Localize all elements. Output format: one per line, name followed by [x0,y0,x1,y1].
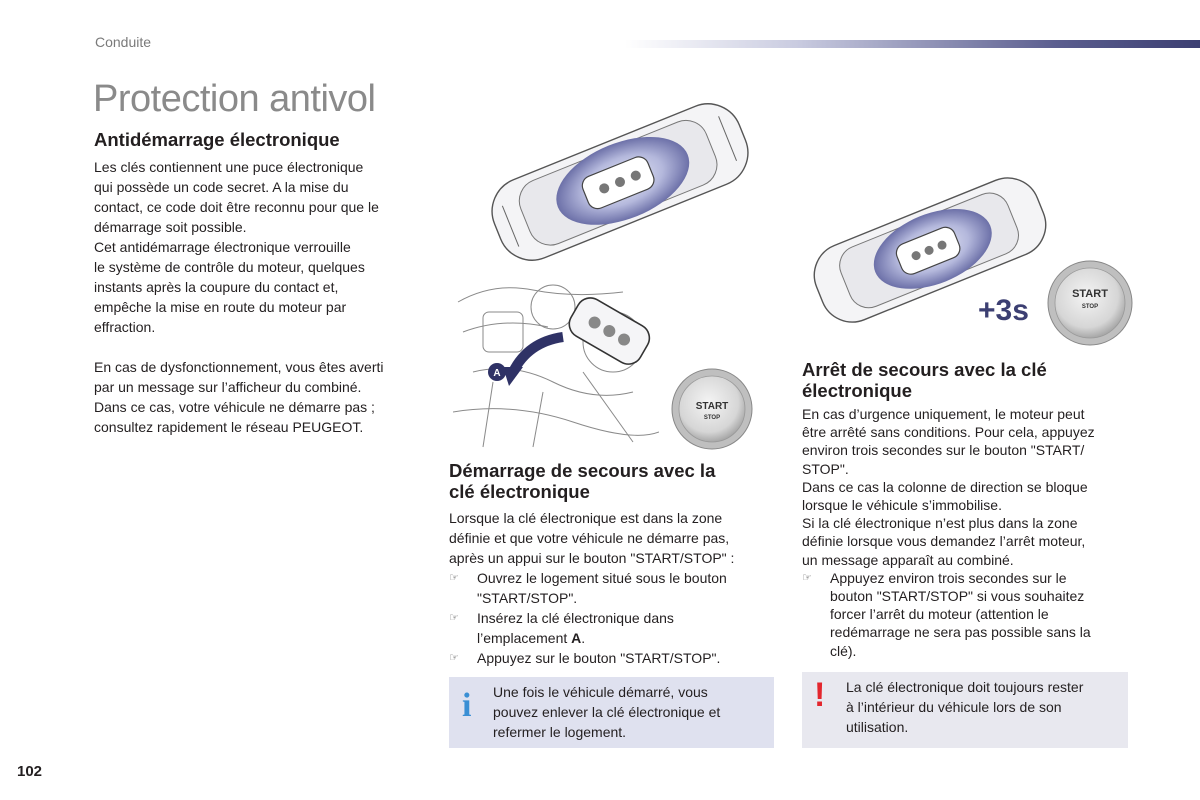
emergency-stop-text: En cas d’urgence uniquement, le moteur peut être arrêté sans conditions. Pour cela, appuyez environ trois secondes sur le bouton "START/ STOP". Dans ce cas la colonne de direction se bloque lorsque le véhicule s’immobilise. Si la clé électronique n’est plus dans la zone définie lorsque vous demandez l’arrêt moteur, un message apparaît au combiné. ☞ Appuyez environ trois secondes sur le bouton "START/STOP" si vous souhaitez forcer l’arrêt du moteur (attention le redémarrage ne sera pas possible sans la clé). [802,405,1142,660]
warning-icon: ! [814,676,826,714]
emergency-start-steps [449,568,779,668]
immobilizer-text: Les clés contiennent une puce électronique qui possède un code secret. A la mise du contact, ce code doit être reconnu pour que le démarrage soit possible. Cet antidémarrage électronique verrouille le système de contrôle du moteur, quelques instants après la coupure du contact et, empêche la mise en route du moteur par effraction. En cas de dysfonctionnement, vous êtes averti par un message sur l’afficheur du combiné. Dans ce cas, votre véhicule ne démarre pas ; consultez rapidement le réseau PEUGEOT. [94,159,384,435]
pointing-hand-icon: ☞ [449,652,459,664]
heading-emergency-start: Démarrage de secours avec la clé électronique [449,460,716,502]
location-a-label: A [493,368,501,379]
pointing-hand-icon: ☞ [449,612,459,624]
emergency-start-text: Lorsque la clé électronique est dans la zone définie et que votre véhicule ne démarre pas, après un appui sur le bouton "START/STOP" : ☞ Ouvrez le logement situé sous le bouton "START/STOP". ☞ Insérez la clé électronique dans l’emplacement A. ☞ Appuyez sur le bouton "START/STOP". [449,508,779,668]
page-title: Protection antivol [93,78,376,120]
section-label: Conduite [95,34,152,50]
emergency-stop-steps [802,569,1142,660]
stop-label: STOP [703,415,721,421]
start-stop-button-icon-2 [670,367,754,451]
dashboard-key-slot-illustration [453,272,659,450]
heading-emergency-stop: Arrêt de secours avec la clé électronique [802,359,1047,401]
car-key-zone-illustration [478,100,762,265]
start-stop-button-icon [1045,258,1135,348]
pointing-hand-icon: ☞ [449,572,459,584]
stop-label: STOP [1081,304,1099,310]
timer-label: +3s [978,294,1029,327]
list-item: ☞ Ouvrez le logement situé sous le bouton "START/STOP". [449,570,727,606]
pointing-hand-icon: ☞ [802,571,812,584]
start-label: START [1072,288,1108,300]
start-label: START [695,401,729,412]
list-item: ☞ Appuyez sur le bouton "START/STOP". [449,650,721,666]
header-gradient-bar [625,40,1200,48]
page-number: 102 [17,763,43,780]
info-icon: i [462,687,472,724]
warning-note: ! La clé électronique doit toujours rester à l’intérieur du véhicule lors de son utilisation. [802,672,1128,748]
heading-immobilizer: Antidémarrage électronique [94,129,340,150]
list-item: ☞ Appuyez environ trois secondes sur le bouton "START/STOP" si vous souhaitez forcer l’arrêt du moteur (attention le redémarrage ne sera pas possible sans la clé). [802,569,1091,659]
info-note: i Une fois le véhicule démarré, vous pouvez enlever la clé électronique et refermer le logement. [449,677,774,748]
list-item: ☞ Insérez la clé électronique dans l’emplacement A. [449,610,674,646]
